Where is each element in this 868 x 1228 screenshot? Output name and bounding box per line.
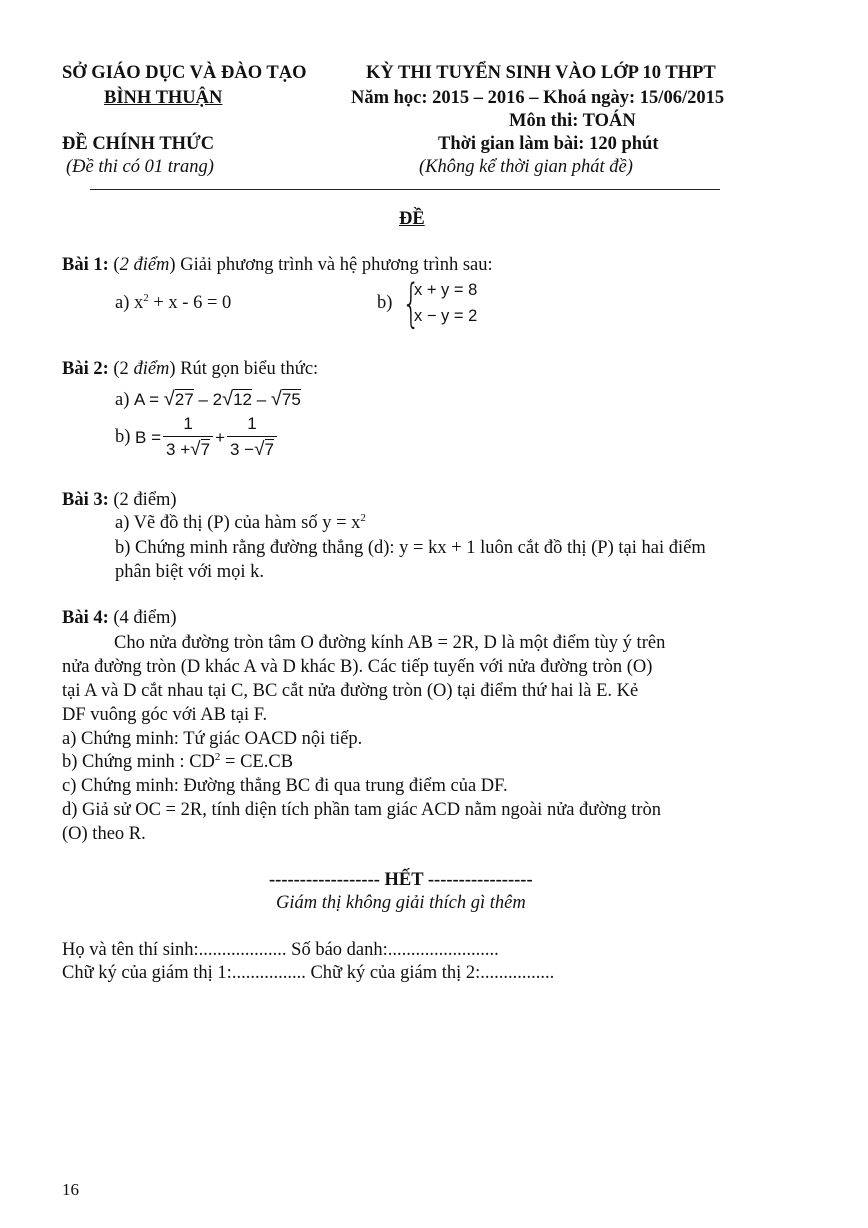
sqrt-icon: √ <box>254 439 265 460</box>
item-label: b) <box>115 427 131 447</box>
sqrt-icon: √ <box>222 388 234 410</box>
exponent: 2 <box>214 751 221 763</box>
item-label: a) <box>115 293 130 313</box>
duration-note: (Không kể thời gian phát đề) <box>419 157 633 177</box>
problem-4-para-line1: Cho nửa đường tròn tâm O đường kính AB = 2R, D là một điểm tùy ý trên <box>114 633 666 653</box>
header-divider <box>90 189 720 190</box>
sqrt-icon: √ <box>163 388 175 410</box>
problem-1-points: 2 điểm <box>119 255 170 275</box>
system-equation-1: x + y = 8 <box>414 281 478 299</box>
problem-4d-line2: (O) theo R. <box>62 824 146 844</box>
numerator: 1 <box>183 414 193 433</box>
problem-2-heading <box>62 359 318 380</box>
department-name: SỞ GIÁO DỤC VÀ ĐÀO TẠO <box>62 63 307 83</box>
problem-4d-line1: d) Giả sử OC = 2R, tính diện tích phần tam giác ACD nằm ngoài nửa đường tròn <box>62 800 662 820</box>
problem-4b-pre: b) Chứng minh : CD <box>62 752 215 772</box>
plus: + <box>215 427 225 447</box>
document-title: ĐỀ <box>399 209 425 229</box>
radicand-27: 27 <box>174 390 194 409</box>
problem-1-label: Bài 1: <box>62 255 109 275</box>
problem-3-points: (2 điểm) <box>113 490 177 510</box>
exam-subject: Môn thi: TOÁN <box>509 111 636 131</box>
problem-4c: c) Chứng minh: Đường thẳng BC đi qua trung điểm của DF. <box>62 776 508 796</box>
problem-1a <box>115 293 231 314</box>
exponent: 2 <box>143 292 149 304</box>
lhs: B = <box>135 427 162 447</box>
problem-4-para-line3: tại A và D cắt nhau tại C, BC cắt nửa đường tròn (O) tại điểm thứ hai là E. Kẻ <box>62 681 639 701</box>
problem-3b-line2: phân biệt với mọi k. <box>115 562 265 582</box>
equation-rest: + x - 6 = 0 <box>148 293 232 313</box>
problem-4-para-line2: nửa đường tròn (D khác A và D khác B). Các tiếp tuyến với nửa đường tròn (O) <box>62 657 653 677</box>
fraction-1 <box>163 414 213 461</box>
den-int: 3 − <box>230 440 255 459</box>
problem-3-heading <box>62 490 177 511</box>
radicand-12: 12 <box>233 390 252 409</box>
radicand-75: 75 <box>281 390 301 409</box>
numerator: 1 <box>247 414 257 433</box>
expression-a <box>134 390 301 409</box>
problem-2-label: Bài 2: <box>62 359 109 379</box>
page-number: 16 <box>62 1180 79 1199</box>
expression-b <box>135 414 279 461</box>
radicand-7: 7 <box>200 440 211 459</box>
problem-4-para-line4: DF vuông góc với AB tại F. <box>62 705 268 725</box>
problem-4-points: (4 điểm) <box>113 608 177 628</box>
radicand-7: 7 <box>264 440 275 459</box>
problem-4b <box>62 752 293 773</box>
official-exam-label: ĐỀ CHÍNH THỨC <box>62 134 215 154</box>
problem-2-prompt: Rút gọn biểu thức: <box>180 359 319 379</box>
sqrt-icon: √ <box>190 439 201 460</box>
minus-two: – 2 <box>198 390 223 409</box>
paren-open: ( <box>113 255 120 275</box>
page-count-note: (Đề thi có 01 trang) <box>66 157 214 177</box>
den-int: 3 + <box>166 440 191 459</box>
problem-2a <box>115 388 301 411</box>
problem-4-label: Bài 4: <box>62 608 109 628</box>
proctor-note: Giám thị không giải thích gì thêm <box>276 893 526 913</box>
exam-title: KỲ THI TUYỂN SINH VÀO LỚP 10 THPT <box>366 63 716 83</box>
points-prefix: (2 <box>113 359 134 379</box>
problem-4-heading <box>62 608 177 629</box>
denominator <box>163 436 213 461</box>
problem-4b-post: = CE.CB <box>220 752 294 772</box>
problem-3a-text: a) Vẽ đồ thị (P) của hàm số y = x <box>115 513 361 533</box>
problem-1-prompt: Giải phương trình và hệ phương trình sau: <box>180 255 493 275</box>
problem-3a <box>115 513 366 534</box>
item-label: a) <box>115 390 130 410</box>
lhs: A = <box>134 390 160 409</box>
proctor-signature-line: Chữ ký của giám thị 1:................ Chữ ký của giám thị 2:................ <box>62 963 555 983</box>
problem-2b <box>115 414 279 461</box>
system-brace: { <box>402 274 421 334</box>
system-equation-2: x − y = 2 <box>414 307 478 325</box>
variable-x: x <box>134 293 144 313</box>
end-marker: ------------------ HẾT ----------------- <box>269 870 533 890</box>
problem-1b-label: b) <box>377 293 393 313</box>
sqrt-icon: √ <box>270 388 282 410</box>
minus: – <box>256 390 267 409</box>
problem-3-label: Bài 3: <box>62 490 109 510</box>
problem-1-heading <box>62 255 493 276</box>
denominator <box>227 436 277 461</box>
paren-close: ) <box>169 255 176 275</box>
fraction-2 <box>227 414 277 461</box>
candidate-info-line: Họ và tên thí sinh:................... Số báo danh:........................ <box>62 940 499 960</box>
problem-2-points: điểm <box>133 359 170 379</box>
exam-year-date: Năm học: 2015 – 2016 – Khoá ngày: 15/06/2015 <box>351 88 725 108</box>
exponent: 2 <box>360 512 366 524</box>
problem-3b-line1: b) Chứng minh rằng đường thẳng (d): y = kx + 1 luôn cắt đồ thị (P) tại hai điểm <box>115 538 706 558</box>
exam-duration: Thời gian làm bài: 120 phút <box>438 134 659 154</box>
province-name: BÌNH THUẬN <box>104 88 223 108</box>
problem-4a: a) Chứng minh: Tứ giác OACD nội tiếp. <box>62 729 363 749</box>
paren-close: ) <box>169 359 176 379</box>
